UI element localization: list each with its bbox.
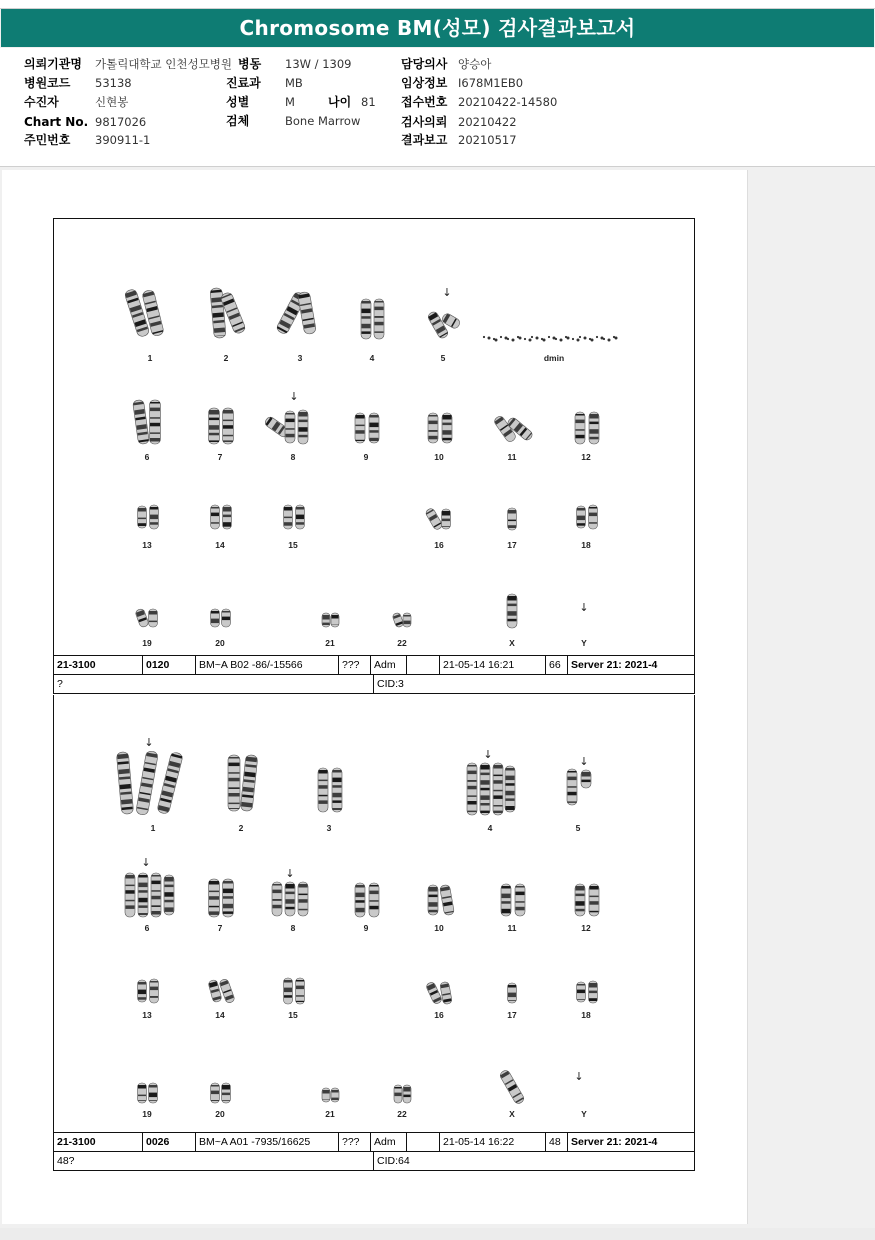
- karyotype-footer-1: [53, 655, 695, 694]
- chromosome-label-c20: 20: [215, 1109, 225, 1119]
- chromosome-pair: [493, 415, 534, 444]
- chromosome-label-c20: 20: [215, 638, 225, 648]
- chromosome-label-c18: 18: [581, 540, 591, 550]
- chromosome-label-cy: Y: [581, 638, 587, 648]
- request-date-label: 검사의뢰: [401, 115, 448, 129]
- arrow-down-icon: ↓: [579, 755, 589, 768]
- chromosome-label-c4: 4: [487, 823, 493, 833]
- chromosome-pair: [428, 884, 455, 915]
- chromosome-label-c2: 2: [238, 823, 244, 833]
- chromosome-pair: [394, 1085, 411, 1103]
- chromosome-label-c3: 3: [326, 823, 332, 833]
- karyotype-image-2: [53, 695, 695, 1133]
- arrow-down-icon: ↓: [289, 390, 299, 403]
- arrow-down-icon: ↓: [144, 736, 154, 749]
- chromosome-pair: [508, 983, 517, 1003]
- chromosome-pair: [275, 291, 316, 335]
- footer-row-2: [54, 675, 694, 693]
- chromosome-label-c12: 12: [581, 452, 591, 462]
- user-field: Adm: [371, 656, 407, 674]
- slide-number: 0120: [143, 656, 196, 674]
- chromosome-pair: [361, 299, 384, 339]
- hospital-code-label: 병원코드: [24, 76, 71, 90]
- bottom-strip: [0, 1228, 875, 1240]
- chromosome-pair: [211, 1083, 231, 1103]
- cell-coordinates: BM~A A01 -7935/16625: [196, 1133, 339, 1151]
- chromosome-pair: [355, 413, 379, 443]
- chart-no-value: 9817026: [95, 115, 147, 129]
- resident-no-label: 주민번호: [24, 133, 71, 147]
- chromosome-label-c11: 11: [507, 452, 517, 462]
- chromosome-label-c19: 19: [142, 1109, 152, 1119]
- sex-label: 성별: [226, 95, 250, 109]
- chromosome-label-c21: 21: [325, 638, 335, 648]
- chromosome-pair: [508, 508, 517, 530]
- chromosome-pair: [392, 612, 411, 628]
- note-field: 48?: [54, 1152, 374, 1170]
- footer-row-2: [54, 1152, 694, 1170]
- arrow-down-icon: ↓: [579, 601, 589, 614]
- slide-number: 0026: [143, 1133, 196, 1151]
- chromosome-label-c8: 8: [290, 923, 296, 933]
- chromosome-label-c1: 1: [147, 353, 153, 363]
- top-strip: [0, 0, 875, 9]
- chromosome-pair: [228, 755, 258, 812]
- chromosome-pair: [138, 1083, 158, 1103]
- physician-label: 담당의사: [401, 57, 448, 71]
- chromosome-pair: [322, 613, 339, 627]
- chromosome-label-c7: 7: [217, 923, 223, 933]
- blank-field: [407, 1133, 440, 1151]
- chromosome-pair: [211, 609, 231, 627]
- datetime-field: 21-05-14 16:22: [440, 1133, 546, 1151]
- specimen-value: Bone Marrow: [285, 114, 361, 128]
- chromosome-pair: [210, 288, 247, 339]
- server-field: Server 21: 2021-4: [571, 1136, 658, 1148]
- chromosome-pair: [427, 310, 462, 339]
- chromosome-pair: [135, 608, 158, 628]
- chromosome-label-c4: 4: [369, 353, 375, 363]
- chromosome-label-c22: 22: [397, 1109, 407, 1119]
- arrow-down-icon: ↓: [285, 867, 295, 880]
- arrow-down-icon: ↓: [483, 748, 493, 761]
- karyogram: [54, 695, 694, 1132]
- chromosome-label-c17: 17: [507, 1010, 517, 1020]
- chromosome-label-c18: 18: [581, 1010, 591, 1020]
- chromosome-label-c13: 13: [142, 540, 152, 550]
- arrow-down-icon: ↓: [574, 1070, 584, 1083]
- user-field: Adm: [371, 1133, 407, 1151]
- chromosome-pair: [507, 594, 517, 628]
- arrow-down-icon: ↓: [141, 856, 151, 869]
- request-date-value: 20210422: [458, 115, 517, 129]
- sex-value: M: [285, 95, 295, 109]
- chromosome-label-c22: 22: [397, 638, 407, 648]
- report-date-value: 20210517: [458, 133, 517, 147]
- hospital-code-value: 53138: [95, 76, 132, 90]
- chromosome-pair: [575, 884, 599, 916]
- chromosome-label-c5: 5: [575, 823, 581, 833]
- footer-row: [54, 1133, 694, 1152]
- chromosome-label-c1: 1: [150, 823, 156, 833]
- patient-label: 수진자: [24, 95, 59, 109]
- karyotype-footer-2: [53, 1132, 695, 1171]
- cell-coordinates: BM~A B02 -86/-15566: [196, 656, 339, 674]
- chromosome-pair: [577, 505, 598, 529]
- report-date-label: 결과보고: [401, 133, 448, 147]
- patient-value: 신현봉: [95, 95, 129, 109]
- chromosome-pair: [124, 288, 165, 337]
- chromosome-pair: [501, 884, 525, 916]
- chromosome-label-c15: 15: [288, 1010, 298, 1020]
- chromosome-label-cx: X: [509, 638, 515, 648]
- chromosome-pair: [272, 882, 308, 916]
- note-field: ?: [54, 675, 374, 693]
- chromosome-pair: [209, 879, 234, 917]
- chromosome-label-c9: 9: [363, 923, 369, 933]
- chromosome-label-dmin: dmin: [543, 353, 565, 363]
- chromosome-pair: [263, 410, 308, 444]
- chromosome-pair: [467, 763, 515, 815]
- chromosome-label-c19: 19: [142, 638, 152, 648]
- ward-value: 13W / 1309: [285, 57, 352, 71]
- count-field: 66: [546, 656, 568, 674]
- chromosome-pair: [575, 412, 599, 444]
- chromosome-label-c5: 5: [440, 353, 446, 363]
- department-value: MB: [285, 76, 303, 90]
- chromosome-pair: [318, 768, 342, 812]
- chart-no-label: Chart No.: [24, 115, 89, 129]
- chromosome-label-c10: 10: [434, 923, 444, 933]
- chromosome-pair: [425, 981, 452, 1005]
- chromosome-pair: [208, 978, 236, 1004]
- chromosome-pair: [125, 873, 174, 917]
- receipt-no-value: 20210422-14580: [458, 95, 558, 109]
- ward-label: 병동: [238, 57, 262, 71]
- status-field: ???: [339, 1133, 371, 1151]
- department-label: 진료과: [226, 76, 261, 90]
- count-field: 48: [546, 1133, 568, 1151]
- chromosome-pair: [577, 981, 598, 1003]
- chromosome-pair: [209, 408, 234, 444]
- karyogram: [54, 219, 694, 656]
- chromosome-pair: [499, 1069, 526, 1105]
- case-number: 21-3100: [54, 656, 143, 674]
- clinical-info-label: 임상정보: [401, 76, 448, 90]
- chromosome-pair: [138, 979, 159, 1003]
- karyotype-image-1: [53, 218, 695, 657]
- chromosome-pair: [425, 507, 451, 531]
- clinical-info-value: I678M1EB0: [458, 76, 524, 90]
- chromosome-label-c16: 16: [434, 540, 444, 550]
- chromosome-label-c11: 11: [507, 923, 517, 933]
- chromosome-pair: [355, 883, 379, 917]
- age-label: 나이: [328, 95, 352, 109]
- chromosome-label-c21: 21: [325, 1109, 335, 1119]
- cid-field: CID:3: [377, 678, 404, 690]
- chromosome-pair: [211, 505, 232, 529]
- chromosome-label-c3: 3: [297, 353, 303, 363]
- chromosome-label-c6: 6: [144, 452, 150, 462]
- chromosome-label-c13: 13: [142, 1010, 152, 1020]
- chromosome-label-cy: Y: [581, 1109, 587, 1119]
- arrow-down-icon: ↓: [442, 286, 452, 299]
- patient-info-section: [0, 48, 875, 167]
- chromosome-label-c14: 14: [215, 1010, 225, 1020]
- chromosome-pair: [322, 1088, 339, 1102]
- physician-value: 양승아: [458, 57, 492, 71]
- report-title: Chromosome BM(성모) 검사결과보고서: [1, 9, 874, 47]
- age-value: 81: [361, 95, 376, 109]
- status-field: ???: [339, 656, 371, 674]
- blank-field: [407, 656, 440, 674]
- chromosome-pair: [116, 750, 183, 815]
- chromosome-pair: [284, 978, 305, 1004]
- chromosome-pair: [567, 769, 591, 805]
- chromosome-label-cx: X: [509, 1109, 515, 1119]
- resident-no-value: 390911-1: [95, 133, 151, 147]
- chromosome-label-c6: 6: [144, 923, 150, 933]
- chromosome-pair: [132, 399, 160, 444]
- chromosome-label-c9: 9: [363, 452, 369, 462]
- info-row-institution: 의뢰기관명: [24, 57, 82, 71]
- chromosome-label-c7: 7: [217, 452, 223, 462]
- chromosome-label-c8: 8: [290, 452, 296, 462]
- specimen-label: 검체: [226, 114, 250, 128]
- institution-value: 가톨릭대학교 인천성모병원: [95, 57, 232, 71]
- datetime-field: 21-05-14 16:21: [440, 656, 546, 674]
- double-minutes: [483, 336, 618, 342]
- chromosome-label-c17: 17: [507, 540, 517, 550]
- chromosome-label-c10: 10: [434, 452, 444, 462]
- chromosome-pair: [138, 505, 159, 529]
- receipt-no-label: 접수번호: [401, 95, 448, 109]
- footer-row: [54, 656, 694, 675]
- case-number: 21-3100: [54, 1133, 143, 1151]
- chromosome-label-c16: 16: [434, 1010, 444, 1020]
- chromosome-label-c2: 2: [223, 353, 229, 363]
- chromosome-label-c15: 15: [288, 540, 298, 550]
- chromosome-label-c14: 14: [215, 540, 225, 550]
- chromosome-pair: [284, 505, 305, 529]
- chromosome-pair: [428, 413, 452, 443]
- server-field: Server 21: 2021-4: [571, 659, 658, 671]
- cid-field: CID:64: [377, 1155, 410, 1167]
- chromosome-label-c12: 12: [581, 923, 591, 933]
